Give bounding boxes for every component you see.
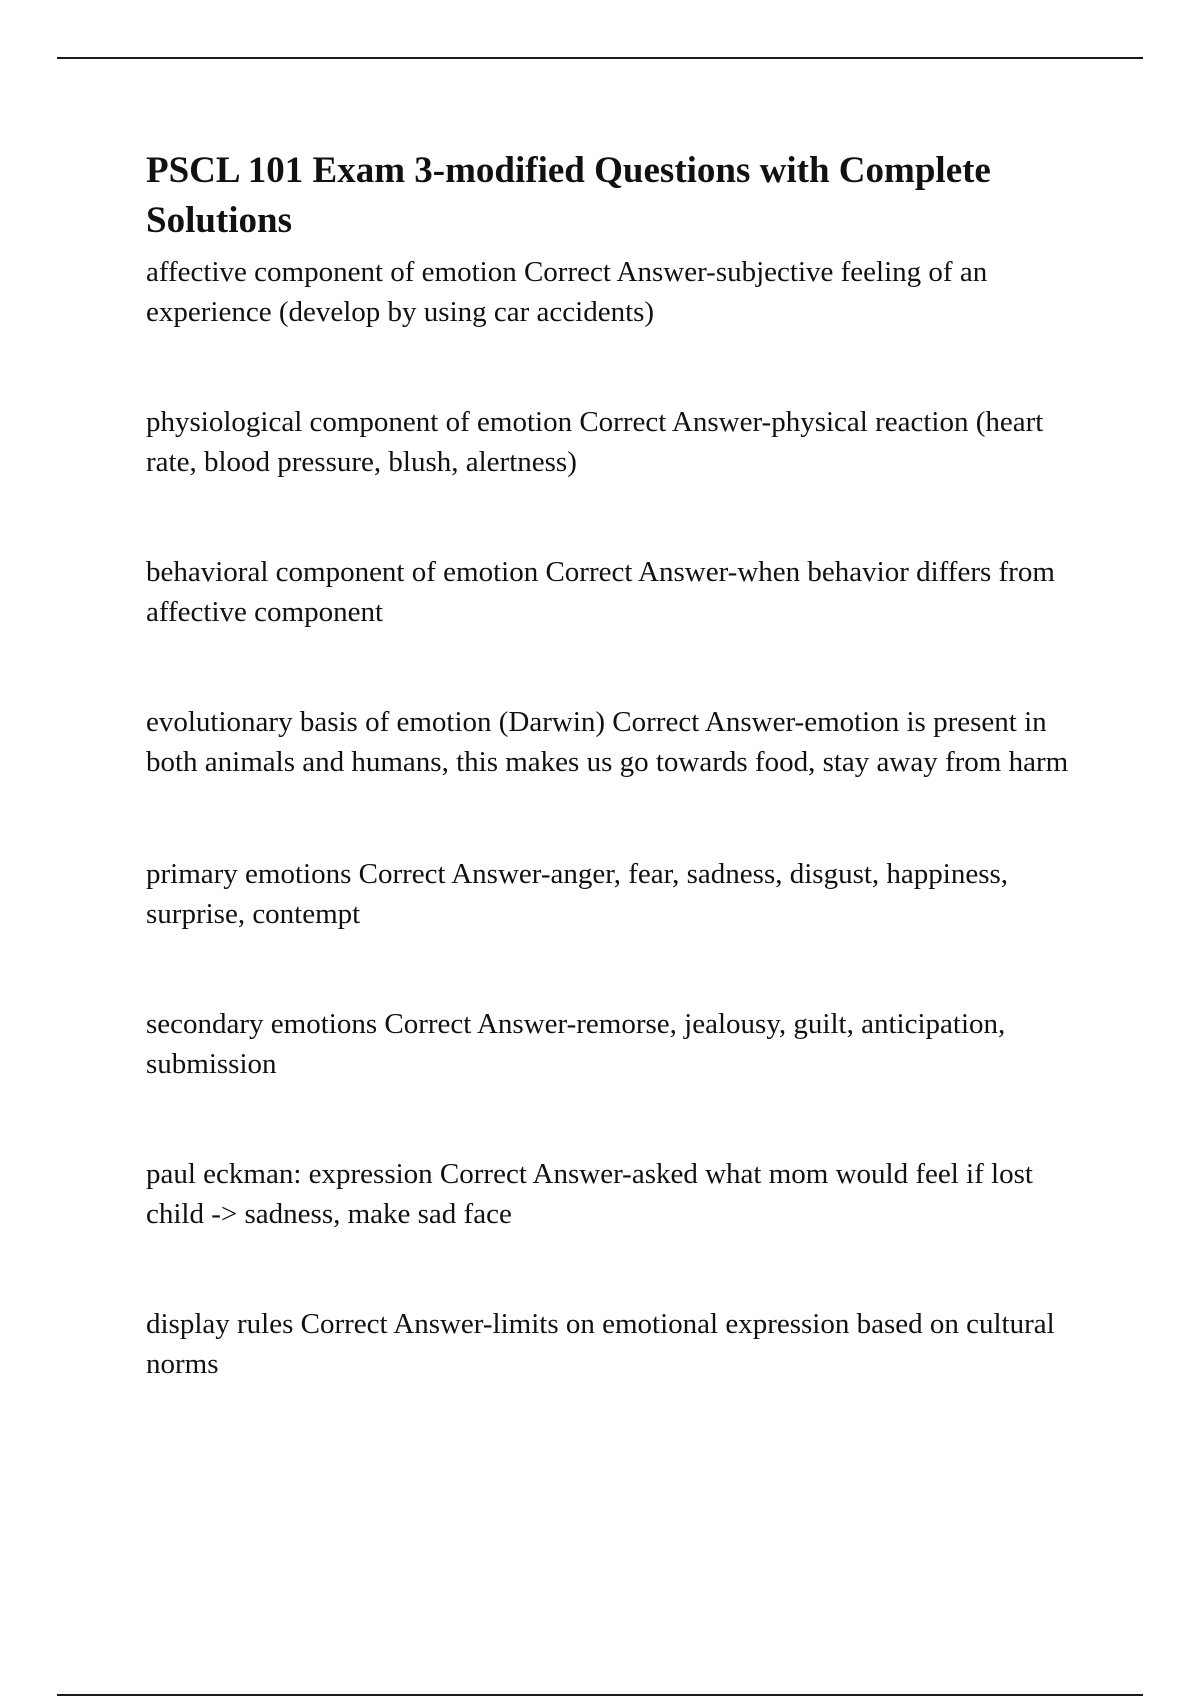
qa-item: secondary emotions Correct Answer-remorse, jealousy, guilt, anticipation, submission — [146, 1008, 1006, 1080]
qa-item: behavioral component of emotion Correct Answer-when behavior differs from affective component — [146, 556, 1055, 628]
document-body — [146, 146, 1091, 1454]
document-title: PSCL 101 Exam 3-modified Questions with Complete Solutions — [146, 150, 991, 241]
qa-item: physiological component of emotion Correct Answer-physical reaction (heart rate, blood pressure, blush, alertness) — [146, 406, 1044, 478]
qa-item: paul eckman: expression Correct Answer-asked what mom would feel if lost child -> sadness, make sad face — [146, 1158, 1033, 1230]
qa-item: affective component of emotion Correct Answer-subjective feeling of an experience (develop by using car accidents) — [146, 256, 988, 328]
qa-item: primary emotions Correct Answer-anger, fear, sadness, disgust, happiness, surprise, contempt — [146, 858, 1009, 930]
qa-list — [146, 252, 1091, 1384]
qa-item: display rules Correct Answer-limits on emotional expression based on cultural norms — [146, 1308, 1055, 1380]
qa-item: evolutionary basis of emotion (Darwin) Correct Answer-emotion is present in both animals and humans, this makes us go towards food, stay away from harm — [146, 706, 1069, 778]
top-divider — [57, 57, 1143, 59]
bottom-divider — [57, 1694, 1143, 1696]
